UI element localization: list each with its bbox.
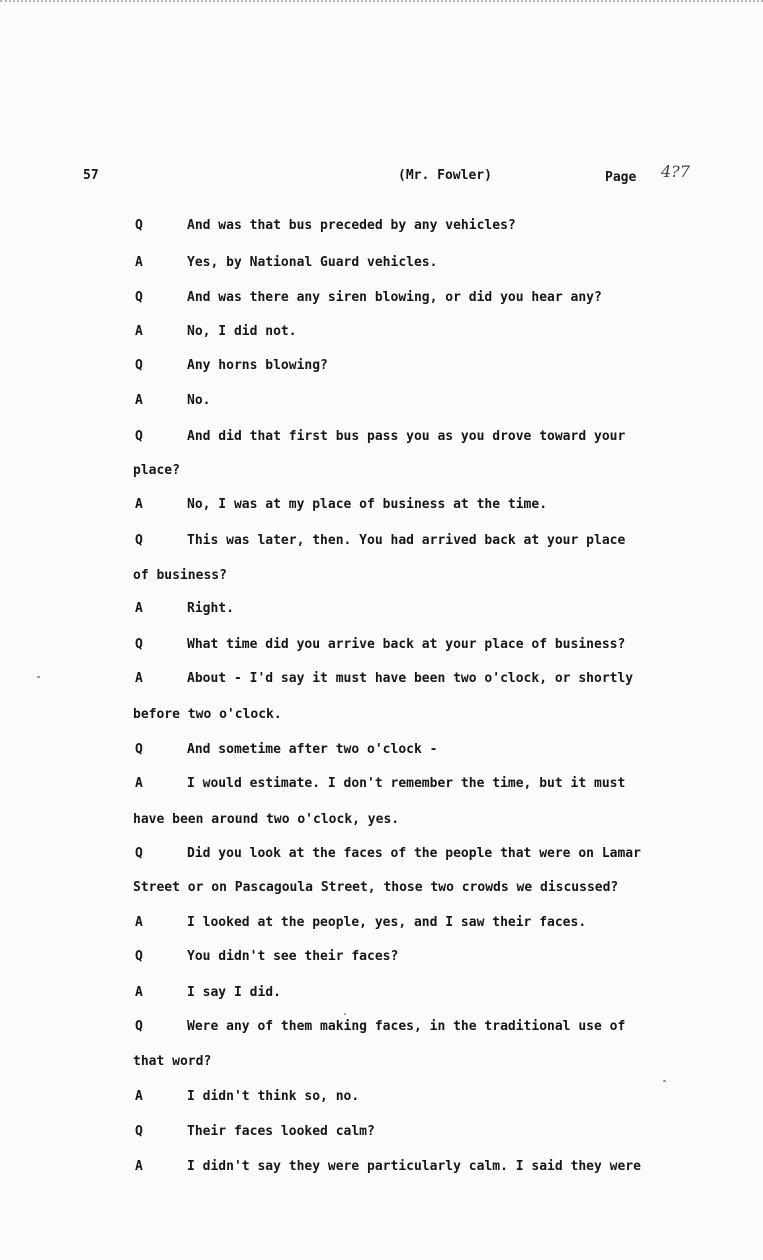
transcript-line bbox=[0, 1054, 763, 1074]
transcript-line bbox=[0, 497, 763, 517]
question-marker: Q bbox=[135, 218, 143, 233]
witness-name: (Mr. Fowler) bbox=[398, 168, 492, 183]
transcript-line bbox=[0, 637, 763, 657]
line-text: Yes, by National Guard vehicles. bbox=[187, 255, 438, 270]
question-marker: Q bbox=[135, 358, 143, 373]
line-text: What time did you arrive back at your place of business? bbox=[187, 637, 626, 652]
line-text: And was there any siren blowing, or did you hear any? bbox=[187, 290, 602, 305]
page-number: 57 bbox=[83, 168, 99, 183]
answer-marker: A bbox=[135, 985, 143, 1000]
line-text: You didn't see their faces? bbox=[187, 949, 399, 964]
transcript-line bbox=[0, 1019, 763, 1039]
scan-top-edge bbox=[0, 0, 763, 8]
question-marker: Q bbox=[135, 742, 143, 757]
transcript-line bbox=[0, 812, 763, 832]
line-text: Right. bbox=[187, 601, 234, 616]
answer-marker: A bbox=[135, 671, 143, 686]
answer-marker: A bbox=[135, 393, 143, 408]
line-text: This was later, then. You had arrived back at your place bbox=[187, 533, 626, 548]
transcript-line bbox=[0, 218, 763, 238]
answer-marker: A bbox=[135, 915, 143, 930]
transcript-line bbox=[0, 601, 763, 621]
line-text: Any horns blowing? bbox=[187, 358, 328, 373]
answer-marker: A bbox=[135, 497, 143, 512]
question-marker: Q bbox=[135, 1019, 143, 1034]
question-marker: Q bbox=[135, 846, 143, 861]
transcript-line bbox=[0, 358, 763, 378]
scan-speck bbox=[663, 1080, 666, 1082]
transcript-line bbox=[0, 290, 763, 310]
line-text: And was that bus preceded by any vehicles? bbox=[187, 218, 516, 233]
scan-speck bbox=[37, 676, 40, 678]
transcript-line bbox=[0, 1124, 763, 1144]
line-text: No. bbox=[187, 393, 211, 408]
transcript-line bbox=[0, 949, 763, 969]
transcript-line bbox=[0, 393, 763, 413]
line-text: Did you look at the faces of the people that were on Lamar bbox=[187, 846, 641, 861]
question-marker: Q bbox=[135, 290, 143, 305]
transcript-line bbox=[0, 255, 763, 275]
transcript-line bbox=[0, 324, 763, 344]
answer-marker: A bbox=[135, 255, 143, 270]
line-text: And sometime after two o'clock - bbox=[187, 742, 438, 757]
transcript-line bbox=[0, 671, 763, 691]
question-marker: Q bbox=[135, 949, 143, 964]
answer-marker: A bbox=[135, 776, 143, 791]
transcript-line bbox=[0, 1159, 763, 1179]
transcript-line bbox=[0, 568, 763, 588]
answer-marker: A bbox=[135, 601, 143, 616]
handwritten-page-number: 4?7 bbox=[661, 162, 690, 181]
continuation-text: that word? bbox=[133, 1054, 212, 1069]
transcript-line bbox=[0, 880, 763, 900]
transcript-line bbox=[0, 1089, 763, 1109]
line-text: I would estimate. I don't remember the time, but it must bbox=[187, 776, 626, 791]
answer-marker: A bbox=[135, 1089, 143, 1104]
line-text: I say I did. bbox=[187, 985, 281, 1000]
transcript-line bbox=[0, 776, 763, 796]
answer-marker: A bbox=[135, 324, 143, 339]
transcript-line bbox=[0, 429, 763, 449]
transcript-line bbox=[0, 707, 763, 727]
line-text: About - I'd say it must have been two o'clock, or shortly bbox=[187, 671, 634, 686]
continuation-text: before two o'clock. bbox=[133, 707, 282, 722]
transcript-line bbox=[0, 742, 763, 762]
transcript-line bbox=[0, 846, 763, 866]
line-text: I looked at the people, yes, and I saw their faces. bbox=[187, 915, 587, 930]
continuation-text: have been around two o'clock, yes. bbox=[133, 812, 400, 827]
transcript-line bbox=[0, 985, 763, 1005]
line-text: I didn't think so, no. bbox=[187, 1089, 360, 1104]
transcript-line bbox=[0, 463, 763, 483]
continuation-text: of business? bbox=[133, 568, 227, 583]
question-marker: Q bbox=[135, 533, 143, 548]
question-marker: Q bbox=[135, 429, 143, 444]
line-text: Their faces looked calm? bbox=[187, 1124, 375, 1139]
line-text: I didn't say they were particularly calm. I said they were bbox=[187, 1159, 641, 1174]
scan-speck bbox=[344, 1013, 346, 1015]
transcript-line bbox=[0, 915, 763, 935]
page-label: Page bbox=[605, 170, 637, 185]
question-marker: Q bbox=[135, 1124, 143, 1139]
answer-marker: A bbox=[135, 1159, 143, 1174]
line-text: No, I did not. bbox=[187, 324, 297, 339]
line-text: Were any of them making faces, in the traditional use of bbox=[187, 1019, 626, 1034]
continuation-text: place? bbox=[133, 463, 180, 478]
line-text: And did that first bus pass you as you drove toward your bbox=[187, 429, 626, 444]
transcript-line bbox=[0, 533, 763, 553]
question-marker: Q bbox=[135, 637, 143, 652]
continuation-text: Street or on Pascagoula Street, those two crowds we discussed? bbox=[133, 880, 619, 895]
line-text: No, I was at my place of business at the time. bbox=[187, 497, 548, 512]
